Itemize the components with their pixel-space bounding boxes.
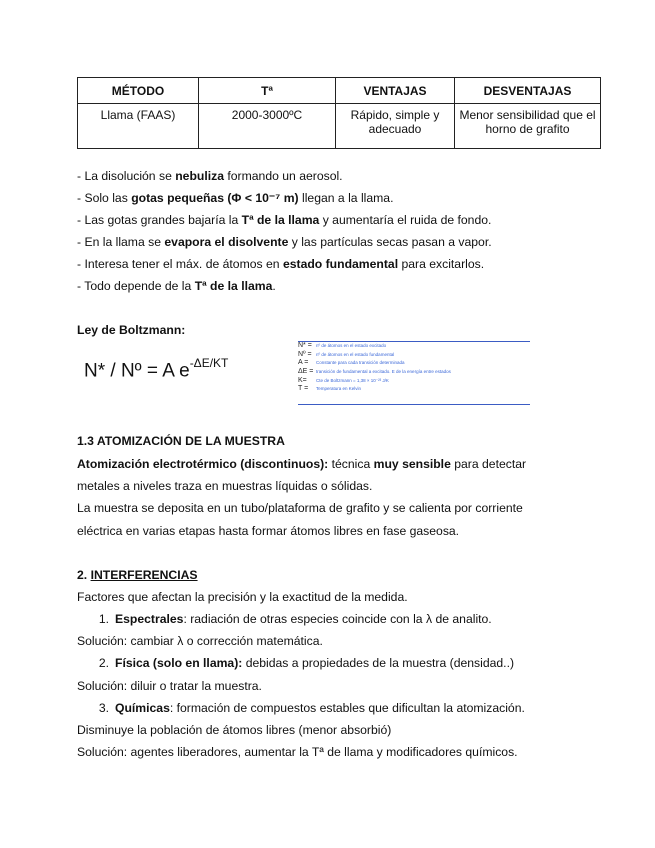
paragraph-line: Factores que afectan la precisión y la exactitud de la medida. <box>77 590 408 604</box>
table-cell: Rápido, simple y adecuado <box>336 104 455 149</box>
bullet-line: - Interesa tener el máx. de átomos en estado fundamental para excitarlos. <box>77 257 485 271</box>
list-item: 1. Espectrales: radiación de otras especies coincide con la λ de analito. <box>98 612 492 626</box>
bullet-line: - La disolución se nebuliza formando un aerosol. <box>77 169 343 183</box>
solution-line: Solución: agentes liberadores, aumentar la Tª de llama y modificadores químicos. <box>77 745 518 759</box>
bullet-line: - En la llama se evapora el disolvente y las partículas secas pasan a vapor. <box>77 235 492 249</box>
legend-row: T = Temperatura en Kelvin <box>298 385 362 393</box>
boltzmann-title: Ley de Boltzmann: <box>77 323 186 337</box>
table-cell: Menor sensibilidad que el horno de grafito <box>455 104 601 149</box>
table-row <box>78 104 601 149</box>
table-cell: Llama (FAAS) <box>78 104 199 149</box>
section-heading: 2. INTERFERENCIAS <box>77 568 198 582</box>
table-header: Tª <box>199 78 336 104</box>
legend-row: N* = nº de átomos en el estado excitado <box>298 342 387 350</box>
paragraph-line: La muestra se deposita en un tubo/plataforma de grafito y se calienta por corriente <box>77 501 523 515</box>
bullet-line: - Solo las gotas pequeñas (Φ < 10⁻⁷ m) llegan a la llama. <box>77 191 394 205</box>
solution-line: Solución: diluir o tratar la muestra. <box>77 679 262 693</box>
bullet-line: - Las gotas grandes bajaría la Tª de la llama y aumentaría el ruida de fondo. <box>77 213 492 227</box>
list-item: 2. Física (solo en llama): debidas a propiedades de la muestra (densidad..) <box>98 656 515 670</box>
table-header-row <box>78 78 601 104</box>
table-header: MÉTODO <box>78 78 199 104</box>
section-heading: 1.3 ATOMIZACIÓN DE LA MUESTRA <box>77 434 285 448</box>
table-header: DESVENTAJAS <box>455 78 601 104</box>
paragraph-line: metales a niveles traza en muestras líquidas o sólidas. <box>77 479 373 493</box>
legend-row: K= Cte de Boltzmann = 1,38 × 10⁻²³ J/K <box>298 376 389 384</box>
methods-table <box>77 77 601 149</box>
paragraph-line: eléctrica en varias etapas hasta formar átomos libres en fase gaseosa. <box>77 524 460 538</box>
list-item: 3. Químicas: formación de compuestos estables que dificultan la atomización. <box>98 701 525 715</box>
paragraph-line: Disminuye la población de átomos libres (menor absorbió) <box>77 723 392 737</box>
paragraph-line: Atomización electrotérmico (discontinuos): técnica muy sensible para detectar <box>77 457 527 471</box>
legend-row: ΔE = transición de fundamental a excitado. E de la energía entre estados <box>298 368 451 376</box>
boltzmann-legend-image <box>298 341 530 405</box>
table-cell: 2000-3000ºC <box>199 104 336 149</box>
table-header: VENTAJAS <box>336 78 455 104</box>
bullet-line: - Todo depende de la Tª de la llama. <box>77 279 276 293</box>
solution-line: Solución: cambiar λ o corrección matemática. <box>77 634 323 648</box>
legend-row: Nº = nº de átomos en el estado fundamental <box>298 350 395 358</box>
legend-row: A = Constante para cada transición determinada <box>298 359 405 367</box>
boltzmann-formula: N* / Nº = A $e^{-\Delta E/KT}$ <box>84 356 229 382</box>
